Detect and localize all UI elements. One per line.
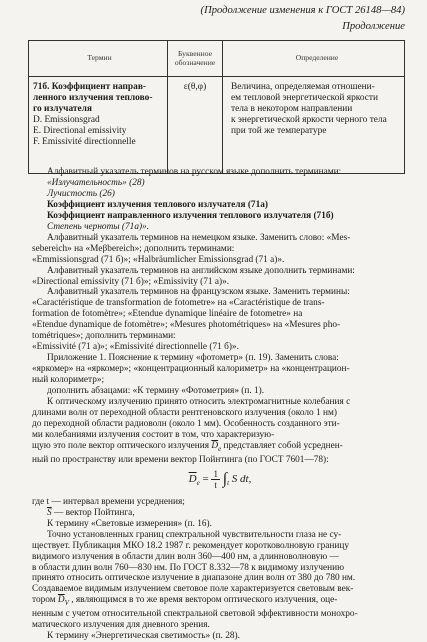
- paragraph: где t — интервал времени усреднения;: [32, 496, 185, 507]
- paragraph: Приложение 1. Пояснение к термину «фотометр» (п. 19). Заменить слова:: [47, 353, 339, 364]
- symbol-cell: ε(θ,φ): [168, 77, 223, 174]
- paragraph: «Etendue dynamique de fotomètre»; «Mesures photométriques» на «Mesures pho-: [32, 320, 341, 331]
- term-line: 71б. Коэффициент направ-: [33, 82, 147, 92]
- terms-table: [28, 40, 405, 174]
- paragraph: formation de fotomètre»; «Etendue dynamique linéaire de fotometre» на: [32, 309, 303, 320]
- integral-sign-icon: ∫: [222, 470, 228, 488]
- paragraph: видимого излучения в области длин волн 360—400 нм, а длинноволновую —: [32, 551, 339, 562]
- paragraph: ми колебаниями излучения состоит в том, что характеризую-: [32, 429, 275, 440]
- definition-line: ем тепловой энергетической яркости: [231, 93, 379, 103]
- paragraph: Алфавитный указатель терминов на английском языке дополнить терминами:: [47, 265, 355, 276]
- paragraph: щую это поле вектор оптического излучения $\overline{D}_e$ представляет собой усреднен-: [32, 440, 343, 453]
- term-english: E. Directional emissivity: [33, 126, 127, 136]
- document-body: [32, 167, 408, 642]
- definition-line: тела в некотором направлении: [231, 104, 353, 114]
- continuation-label: Продолжение: [342, 21, 405, 32]
- paragraph: «Emissivité (71 а)»; «Emissivité directionnelle (71 б)».: [32, 342, 239, 353]
- paragraph: Алфавитный указатель терминов на русском языке дополнить терминами:: [47, 167, 342, 177]
- index-entry: «Излучательность» (28): [47, 177, 145, 188]
- column-header-symbol: Буквенное обозначение: [168, 41, 223, 77]
- vector-symbol: $\overline{D}$: [57, 595, 65, 606]
- paragraph: К термину «Световые измерения» (п. 16).: [47, 518, 212, 529]
- paragraph: ненным с учетом относительной спектральной световой эффективности монохро-: [32, 609, 358, 620]
- index-entry: Коэффициент излучения теплового излучателя (71а): [47, 199, 268, 210]
- definition-cell: [223, 77, 405, 174]
- paragraph: ществует. Публикация МКО 18.2 1987 г. рекомендует коротковолновую границу: [32, 540, 349, 551]
- column-header-definition: Определение: [223, 41, 405, 77]
- definition-line: к энергетической яркости черного тела: [231, 115, 387, 125]
- definition-line: при той же температуре: [231, 126, 327, 136]
- paragraph: sebereich» на «Meβbereich»; дополнить терминами:: [32, 243, 235, 254]
- index-entry: Коэффициент направленного излучения теплового излучателя (71б): [47, 210, 334, 221]
- continuation-header: (Продолжение изменения к ГОСТ 26148—84): [200, 5, 405, 16]
- fraction: $\frac{1}{t}$: [213, 468, 218, 490]
- paragraph: К оптическому излучению принято относить электромагнитные колебания с: [47, 397, 351, 408]
- column-header-term: Термин: [29, 41, 168, 77]
- term-cell: [29, 77, 168, 174]
- paragraph: дополнить абзацами: «К термину «Фотометрия» (п. 1).: [47, 386, 265, 397]
- paragraph: $\overline{S}$ — вектор Пойтинга,: [47, 507, 135, 518]
- table-row: [29, 77, 405, 174]
- paragraph: Создаваемое видимым излучением световое поле характеризуется световым век-: [32, 584, 354, 595]
- paragraph: до переходной области радиоволн (около 1 мм). Особенность созданного эти-: [32, 418, 340, 429]
- table-header-row: [29, 41, 405, 77]
- paragraph: принято относить оптическое излучение в диапазоне длин волн от 380 до 780 нм.: [32, 573, 356, 584]
- paragraph: «Caractéristique de transformation de fotometre» на «Caractéristique de trans-: [32, 298, 325, 309]
- paragraph: «Emmissionsgrad (71 б)»; «Halbräumlicher Emissionsgrad (71 а)».: [32, 254, 285, 265]
- paragraph: Алфавитный указатель терминов на французском языке. Заменить термины:: [47, 287, 350, 298]
- paragraph: К термину «Энергетическая светимость» (п. 28).: [47, 631, 240, 642]
- index-entry: Степень черноты (71а)».: [47, 221, 150, 232]
- vector-symbol: $\overline{S}$: [47, 507, 52, 518]
- paragraph: матического излучения для дневного зрения.: [32, 620, 210, 631]
- vector-symbol: $\overline{D}$: [211, 440, 219, 451]
- paragraph: ный колориметр»;: [32, 375, 105, 386]
- paragraph: «Directional emissivity (71 б)»; «Emissivity (71 а)».: [32, 276, 230, 287]
- term-line: го излучателя: [33, 104, 93, 114]
- paragraph: тором $\overline{D}_V$ , являющимся в то же время вектором оптического излучения, оце-: [32, 595, 338, 608]
- poynting-formula: $\overline{D}_e$ = $\frac{1}{t}$ $\int_t$ S dt,: [188, 468, 252, 490]
- paragraph: ный по пространству или времени вектор Пойнтинга (по ГОСТ 7601—78):: [32, 454, 329, 465]
- paragraph: в области длин волн 760—830 нм. По ГОСТ 8.332—78 к видимому излучению: [32, 562, 345, 573]
- term-german: D. Emissionsgrad: [33, 115, 100, 125]
- paragraph: Алфавитный указатель терминов на немецком языке. Заменить слово: «Mes-: [47, 232, 351, 243]
- paragraph: длинами волн от переходной области рентгеновского излучения (около 1 нм): [32, 407, 337, 418]
- paragraph: «яркомер» на «яркомер»; «концентрационный калориметр» на «концентрацион-: [32, 364, 350, 375]
- term-french: F. Emissivité directionnelle: [33, 137, 136, 147]
- definition-line: Величина, определяемая отношени-: [231, 82, 375, 92]
- term-line: ленного излучения теплово-: [33, 93, 153, 103]
- paragraph: tométriques»; дополнить терминами:: [32, 331, 176, 342]
- paragraph: Точно установленных границ спектральной чувствительности глаза не су-: [47, 529, 342, 540]
- index-entry: Лучистость (26): [47, 188, 115, 199]
